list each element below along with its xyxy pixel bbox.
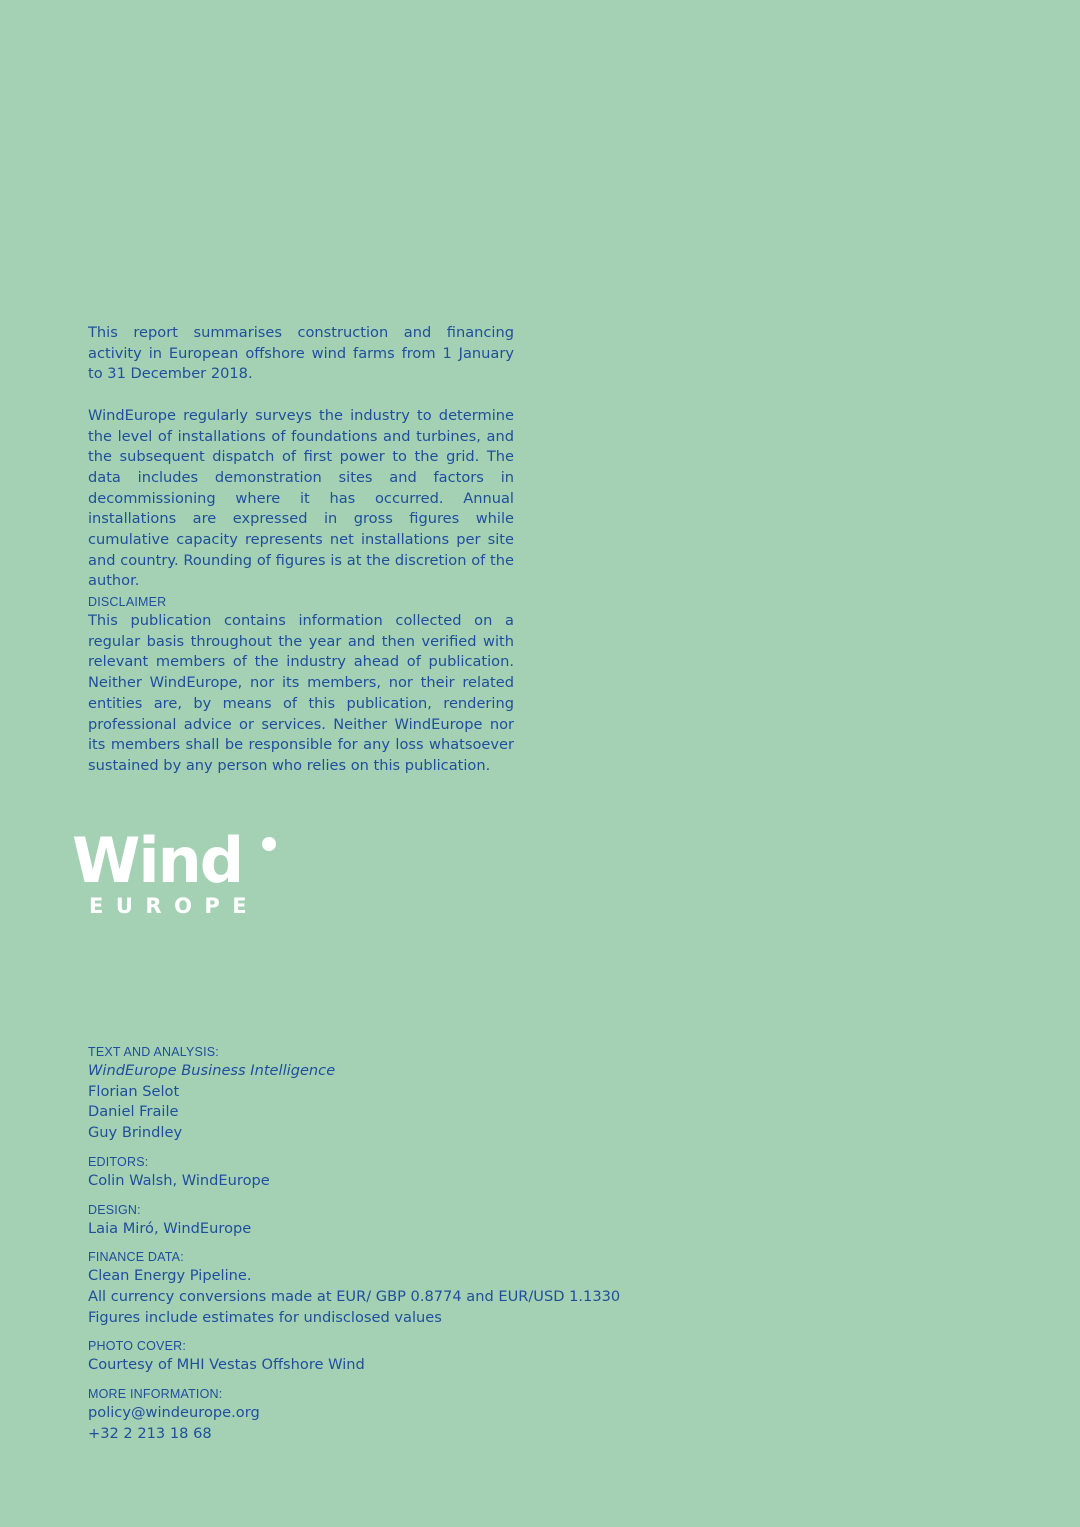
credit-heading: EDITORS: (88, 1154, 149, 1169)
credit-design (88, 1202, 788, 1240)
logo-wordmark: Wind (72, 824, 243, 897)
credit-line: Figures include estimates for undisclosed values (88, 1308, 442, 1326)
credit-line: Clean Energy Pipeline. (88, 1267, 252, 1285)
contact-email: policy@windeurope.org (88, 1404, 260, 1422)
credit-line: Courtesy of MHI Vestas Offshore Wind (88, 1356, 365, 1374)
contact-phone: +32 2 213 18 68 (88, 1424, 212, 1442)
logo-subtitle: EUROPE (89, 894, 260, 918)
credits-section (88, 1044, 788, 1454)
credit-heading: TEXT AND ANALYSIS: (88, 1045, 219, 1059)
intro-paragraph-methodology: WindEurope regularly surveys the industry to determine the level of installations of foundations and turbines, and the subsequent dispatch of first power to the grid. The data includes demonstration sites and factors in decommissioning where it has occurred. Annual installations are expressed in gross figures while cumulative capacity represents net installations per site and country. Rounding of figures is at the discretion of the author. (88, 406, 514, 590)
disclaimer-text: This publication contains information collected on a regular basis throughout the year and then verified with relevant members of the industry ahead of publication. Neither WindEurope, nor its members, nor their related entities are, by means of this publication, rendering professional advice or services. Neither WindEurope nor its members shall be responsible for any loss whatsoever sustained by any person who relies on this publication. (88, 612, 514, 774)
credit-heading: PHOTO COVER: (88, 1339, 187, 1354)
credit-name: Daniel Fraile (88, 1103, 179, 1121)
disclaimer-section (88, 594, 514, 777)
credit-line: All currency conversions made at EUR/ GBP 0.8774 and EUR/USD 1.1330 (88, 1287, 621, 1305)
credit-finance-data (88, 1249, 788, 1328)
logo-dot-icon (262, 837, 276, 851)
credit-photo-cover (88, 1338, 788, 1376)
credit-text-analysis (88, 1044, 788, 1144)
credit-editors (88, 1154, 788, 1192)
intro-paragraph-scope: This report summarises construction and financing activity in European offshore wind farms from 1 January to 31 December 2018. (88, 324, 514, 383)
credit-name: Florian Selot (88, 1082, 180, 1100)
credit-name: Guy Brindley (88, 1124, 183, 1142)
intro-section (88, 323, 514, 592)
disclaimer-heading: DISCLAIMER (88, 595, 167, 609)
credit-organisation: WindEurope Business Intelligence (88, 1062, 336, 1079)
credit-heading: MORE INFORMATION: (88, 1387, 223, 1402)
credit-heading: FINANCE DATA: (88, 1250, 184, 1265)
credit-heading: DESIGN: (88, 1202, 141, 1217)
credit-name: Colin Walsh, WindEurope (88, 1171, 270, 1189)
windeurope-logo (72, 826, 292, 926)
credit-more-information (88, 1386, 788, 1444)
credit-name: Laia Miró, WindEurope (88, 1219, 252, 1237)
